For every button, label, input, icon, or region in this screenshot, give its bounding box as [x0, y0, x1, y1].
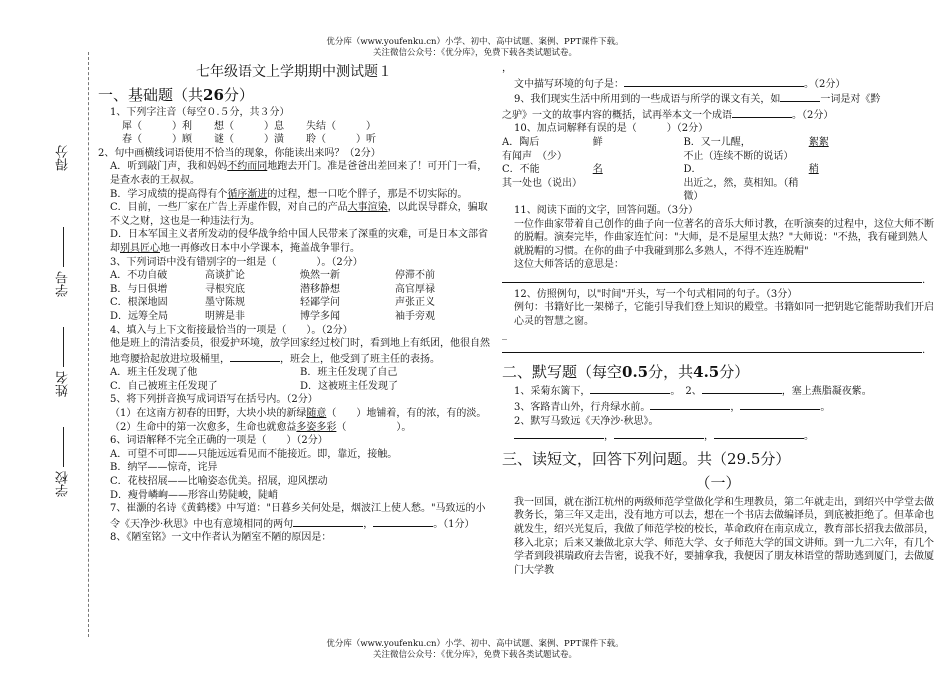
q4-text: 他是班上的清洁委员，很爱护环境，放学回家经过校门时，看到地上有纸团，他很自然地弯腰拾起放进垃圾桶里， ，班会上，他受到了班主任的表扬。 — [110, 338, 490, 365]
exam-title: 七年级语文上学期期中测试题１ — [196, 64, 392, 80]
question-8: 8、《陋室铭》一文中作者认为陋室不陋的原因是： — [110, 532, 332, 544]
q12-answer-line: _ — [502, 329, 507, 341]
question-11: 11、阅读下面的文字，回答问题。（3分） — [514, 204, 699, 216]
q6-option-d: D．瘦骨嶙峋——形容山势陡峻，陡峭 — [110, 489, 279, 501]
q3-option-a: A．不功自破 高谈扩论 焕然一新 停滞不前 — [110, 270, 435, 282]
id-label: 学号 — [56, 271, 71, 297]
school-label: 学校 — [56, 471, 71, 497]
score-label: 得分 — [56, 145, 71, 171]
passage-1-text: 我一回国，就在浙江杭州的两级师范学堂做化学和生理教员，第二年就走出，到绍兴中学堂去做教务长，第三年又走出，没有地方可以去，想在一个书店去做编译员，到底被拒绝了。但革命也就发生，绍兴光复后，我做了师范学校的校长，革命政府在南京成立，教育部长招我去做部员，移入北京；后来又兼做北京大学、师范大学、女子师范大学的国文讲师。到一九二六年，有几个学者到段祺瑞政府去告密，说我不好，要捕拿我，我便因了朋友林语堂的帮助逃到厦门，去做厦门大学教 — [514, 496, 934, 576]
question-10: 10、加点词解释有误的是（ ）（2分） — [514, 123, 709, 135]
id-label-group — [54, 223, 73, 297]
score-label-group — [54, 145, 73, 171]
header-line-1: 优分库（www.youfenku.cn）小学、初中、高中试题、案例、PPT课件下载。 — [326, 37, 624, 47]
footer-line-1: 优分库（www.youfenku.cn）小学、初中、高中试题、案例、PPT课件下载。 — [326, 639, 624, 649]
q11-prompt: 这位大师答话的意思是： — [514, 259, 624, 271]
question-2: 2、句中画横线词语使用不恰当的现象，你能读出来吗？（2分） — [98, 147, 381, 159]
question-12: 12、仿照例句，以"时间"开头，写一个句式相同的句子。（3分） — [514, 288, 798, 300]
name-label-group — [54, 323, 73, 397]
school-label-group — [54, 423, 73, 497]
question-5: 5、将下列拼音换写成词语写在括号内。（2分） — [110, 394, 318, 406]
recite-4-blanks: ， ， 。 — [502, 428, 934, 444]
right-column — [502, 62, 934, 577]
recite-4: 2、默写马致远《天净沙·秋思》。 — [514, 415, 659, 427]
question-7: 7、崔灏的名诗《黄鹤楼》中写道："日暮乡关何处是，烟波江上使人愁。"马致远的小令《天净沙·秋思》中也有意境相同的两句 ， 。（1分） — [110, 503, 486, 530]
question-6: 6、词语解释不完全正确的一项是（ ）（2分） — [110, 435, 328, 447]
question-3: 3、下列词语中没有错别字的一组是（ ）。（2分） — [110, 256, 363, 268]
question-1: 1、下列字注音（每空０.５分，共３分） — [110, 107, 290, 118]
question-9-cont: 之驴》一文的故事内容的概括，试再举本文一个成语 。（2分） — [502, 107, 934, 123]
q12-example: 例句：书籍好比一架梯子，它能引导我们登上知识的殿堂。书籍如同一把钥匙它能帮助我们开启心灵的智慧之窗。 — [514, 302, 934, 327]
q5-item-1: （1）在这南方初春的田野，大块小块的新绿随意（ ）地铺着，有的浓，有的淡。 — [110, 408, 487, 420]
q1-row-1: 犀（ ）利 想（ ）息 失结（ ） — [122, 120, 376, 132]
q2-option-d: D．日本军国主义者所发动的侵华战争给中国人民带来了深重的灾难，可是日本文部省却别具匠心地一再修改日本中小学课本，掩盖战争罪行。 — [110, 229, 489, 254]
q10-options-ab: A．陶后 鲜有闻声 （少） B．又一儿醒， 絮絮不止（连续不断的说话） — [502, 136, 829, 162]
left-column — [98, 62, 490, 545]
q10-options-cd: C．不能 名其一处也（说出） D． 稍出近之，然，莫相知。（稍微） — [502, 164, 819, 203]
recite-1: 1、采菊东篱下， 。 2、 ，塞上燕脂凝夜紫。 — [502, 383, 934, 399]
question-9: 9、我们现实生活中所用到的一些成语与所学的课文有关，如 一词是对《黔 — [502, 91, 934, 107]
q1-row-2: 春（ ）顾 谜（ ）潢 聆（ ）听 — [122, 134, 376, 146]
q11-answer-line: . — [502, 272, 934, 288]
q8-continued-blank: ， — [502, 63, 512, 74]
q2-option-a: A．听到敲门声，我和妈妈不约而同地跑去开门。准是爸爸出差回来了！可开门一看，是查水表的王叔叔。 — [110, 161, 488, 186]
q5-item-2: （2）生命中的第一次愈多，生命也就愈益多姿多彩（ ）。 — [110, 421, 412, 433]
q4-options-ab: A．班主任发现了他 B．班主任发现了自己 — [110, 367, 398, 379]
page-header — [0, 37, 950, 59]
recite-3: 3、客路青山外，行舟绿水前。 ， 。 — [502, 399, 934, 415]
question-4: 4、填入与上下文衔接最恰当的一项是（ ）。（2分） — [110, 324, 353, 336]
q2-option-b: B．学习成绩的提高得有个循序渐进的过程，想一口吃个胖子，那是不切实际的。 — [110, 188, 468, 200]
binding-line — [88, 52, 89, 637]
section-3-heading: 三、读短文，回答下列问题。共（29.5分） — [502, 449, 791, 468]
q4-options-cd: C．自己被班主任发现了 D．这被班主任发现了 — [110, 380, 399, 392]
q12-answer-line-2: . — [502, 342, 934, 358]
q11-passage: 一位作曲家带着自己创作的曲子向一位著名的音乐大师讨教，在听演奏的过程中，这位大师不断的脱帽。演奏完毕，作曲家连忙问："大师，是不是屋里太热？"大师说："不热，我有碰到熟人就脱帽的习惯。在你的曲子中我碰到那么多熟人，不得不连连脱帽" — [514, 218, 934, 257]
q6-option-b: B．纳罕——惊奇，诧异 — [110, 462, 218, 474]
section-2-heading: 二、默写题（每空0.5分，共4.5分） — [502, 363, 750, 382]
page-footer — [0, 639, 950, 661]
q6-option-a: A．可望不可即——只能远远看见而不能接近。即，靠近，接触。 — [110, 448, 398, 460]
q3-option-c: C．根深地固 墨守陈规 轻鄙学问 声张正义 — [110, 297, 435, 309]
q3-option-d: D．远筹全局 明辨是非 博学多闻 袖手旁观 — [110, 310, 435, 322]
q2-option-c: C．目前，一些厂家在广告上弄虚作假，对自己的产品大事渲染，以此误导群众，骗取不义之财，这也是一种违法行为。 — [110, 202, 488, 227]
q6-option-c: C．花枝招展——比喻姿态优美。招展，迎风摆动 — [110, 476, 328, 488]
header-line-2: 关注微信公众号：《优分库》，免费下载各类试题试卷。 — [372, 48, 577, 58]
passage-1-heading: （一） — [695, 473, 741, 492]
section-1-heading: 一、基础题（共26分） — [98, 86, 254, 104]
q3-option-b: B．与日俱增 寻根究底 潜移静想 高官厚禄 — [110, 283, 435, 295]
name-label: 姓名 — [56, 371, 71, 397]
footer-line-2: 关注微信公众号：《优分库》，免费下载各类试题试卷。 — [372, 650, 577, 660]
q8-environment: 文中描写环境的句子是： 。（2分） — [502, 76, 934, 92]
